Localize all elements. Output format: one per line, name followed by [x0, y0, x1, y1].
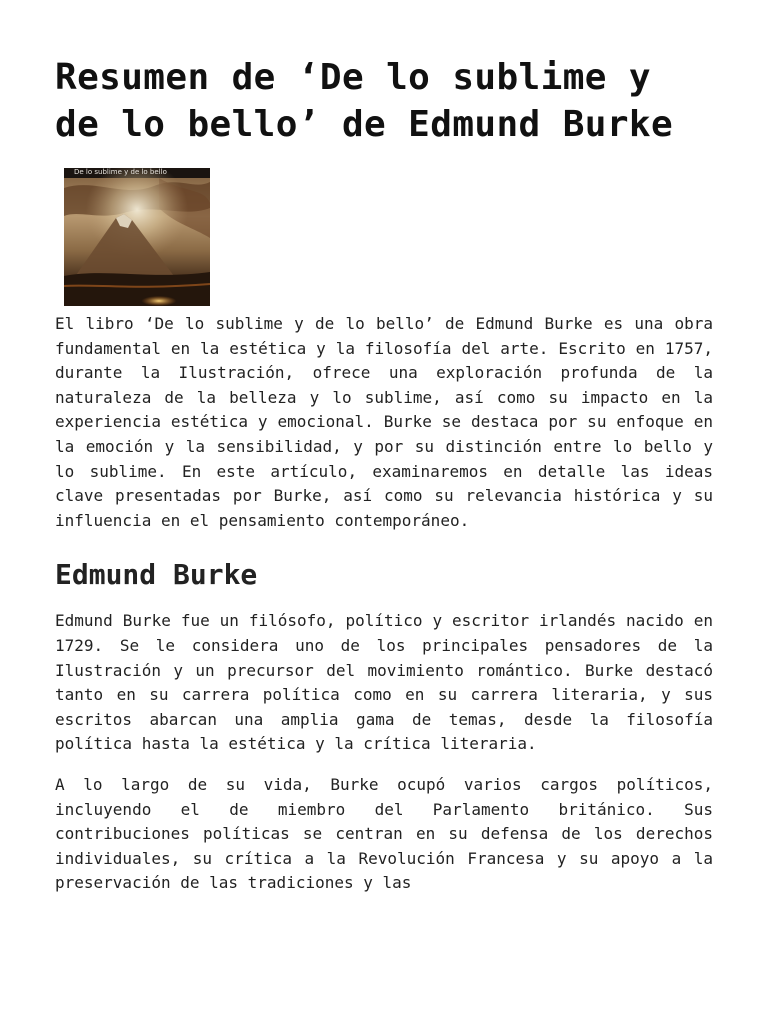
image-caption: De lo sublime y de lo bello [74, 168, 167, 176]
article-image [64, 168, 210, 306]
article [55, 0, 713, 896]
section-heading: Edmund Burke [55, 558, 258, 592]
intro-paragraph: El libro ‘De lo sublime y de lo bello’ de Edmund Burke es una obra fundamental en la estética y la filosofía del arte. Escrito en 1757, durante la Ilustración, ofrece una exploración profunda de la naturaleza de la belleza y lo sublime, así como su impacto en la experiencia estética y emocional. Burke se destaca por su enfoque en la emoción y la sensibilidad, y por su distinción entre lo bello y lo sublime. En este artículo, examinaremos en detalle las ideas clave presentadas por Burke, así como su relevancia histórica y su influencia en el pensamiento contemporáneo. [55, 314, 713, 530]
article-title: Resumen de ‘De lo sublime y de lo bello’ de Edmund Burke [55, 57, 674, 145]
section-paragraph: Edmund Burke fue un filósofo, político y escritor irlandés nacido en 1729. Se le considera uno de los principales pensadores de la Ilustración y un precursor del movimiento romántico. Burke destacó tanto en su carrera política como en su carrera literaria, y sus escritos abarcan una amplia gama de temas, desde la filosofía política hasta la estética y la crítica literaria. [55, 611, 713, 754]
section-paragraph: A lo largo de su vida, Burke ocupó varios cargos políticos, incluyendo el de miembro del Parlamento británico. Sus contribuciones políticas se centran en su defensa de los derechos individuales, su crítica a la Revolución Francesa y su apoyo a la preservación de las tradiciones y las [55, 774, 713, 893]
painting-image [64, 168, 210, 306]
